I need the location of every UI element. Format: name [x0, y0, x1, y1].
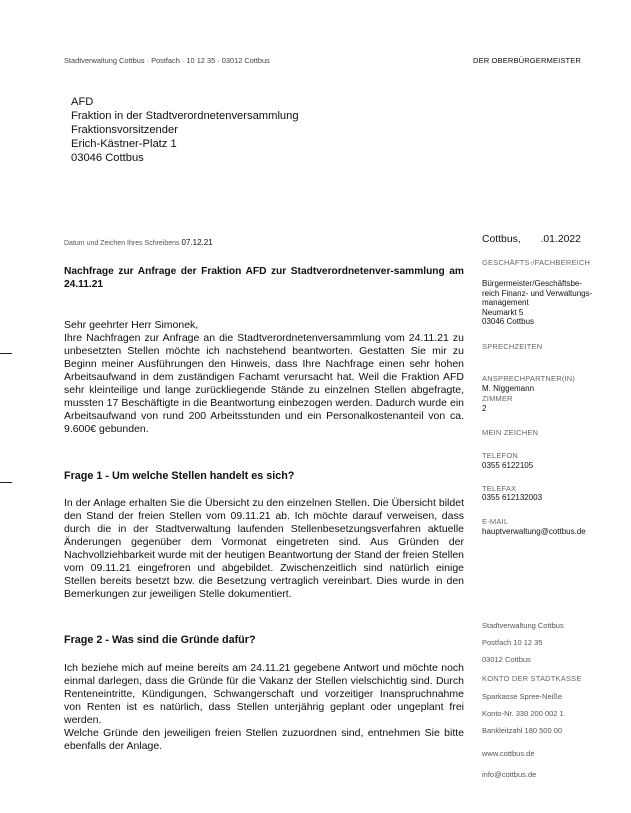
- contact-label: ANSPRECHPARTNER(IN): [482, 374, 576, 383]
- question-2-paragraph: Welche Gründe den jeweiligen freien Stellen zuzuordnen sind, entnehmen Sie bitte ebenfalls der Anlage.: [64, 727, 464, 752]
- email-label: E-MAIL: [482, 517, 509, 526]
- recipient-line: AFD: [71, 96, 94, 108]
- reference-value: 07.12.21: [181, 238, 213, 247]
- letter-intro: [64, 319, 464, 436]
- fax-value: 0355 612132003: [482, 493, 543, 502]
- department-label: GESCHÄFTS-/FACHBEREICH: [482, 258, 591, 267]
- question-2-paragraph: Ich beziehe mich auf meine bereits am 24.11.21 gegebene Antwort und möchte noch einmal darlegen, dass die Gründe für die Vakanz der Stellen vielschichtig sind. Durch Renteneintritte, Kündigungen, Schwangerschaft und vorzeitiger Inanspruchnahme von Renten ist es natürlich, dass Stellen unterjährig geplant oder ungeplant frei werden.: [64, 662, 464, 726]
- salutation: Sehr geehrter Herr Simonek,: [64, 319, 199, 331]
- question-2-title: Frage 2 - Was sind die Gründe dafür?: [64, 634, 256, 646]
- sender-address-line: Stadtverwaltung Cottbus · Postfach · 10 12 35 · 03012 Cottbus: [64, 56, 270, 65]
- reference-label: Datum und Zeichen Ihres Schreibens: [64, 240, 180, 247]
- phone-label: TELEFON: [482, 451, 518, 460]
- question-2-answer: [64, 662, 464, 753]
- department-line: Bürgermeister/Geschäftsbe-: [482, 279, 583, 288]
- footer-address-line: Stadtverwaltung Cottbus: [482, 621, 564, 630]
- intro-paragraph: Ihre Nachfragen zur Anfrage an die Stadtverordnetenversammlung vom 24.11.21 zu unbesetzten Stellen möchte ich nachstehend beantworten. Gestatten Sie mir zu Beginn meiner Ausführungen den Hinweis, dass Ihre Nachfrage einen sehr hohen Arbeitsaufwand in dem zuständigen Fachamt verursacht hat. Weil die Fraktion AFD sehr kleinteilige und lange zurückliegende Stände zu einzelnen Stellen abgefragte, mussten 17 Beschäftigte in die Beantwortung einbezogen werden. Dadurch wurde ein Arbeitsaufwand von rund 200 Arbeitsstunden und ein Personalkostenanteil von ca. 9.600€ gebunden.: [64, 332, 464, 435]
- department-line: 03046 Cottbus: [482, 317, 535, 327]
- letter-date-value: .01.2022: [540, 234, 581, 245]
- bank-line: Bankleitzahl 180 500 00: [482, 726, 563, 735]
- website-link[interactable]: www.cottbus.de: [482, 749, 535, 758]
- recipient-line: Fraktionsvorsitzender: [71, 124, 178, 136]
- office-hours-label: SPRECHZEITEN: [482, 342, 543, 351]
- bank-line: Sparkasse Spree-Neiße: [482, 692, 563, 701]
- bank-label: KONTO DER STADTKASSE: [482, 674, 582, 683]
- room-value: 2: [482, 404, 487, 413]
- department-line: management: [482, 298, 529, 308]
- fax-label: TELEFAX: [482, 484, 517, 493]
- recipient-line: Fraktion in der Stadtverordnetenversammlung: [71, 110, 299, 122]
- contact-name: M. Niggemann: [482, 384, 535, 393]
- question-1-answer: In der Anlage erhalten Sie die Übersicht zu den einzelnen Stellen. Die Übersicht bildet den Stand der freien Stellen vom 09.11.21 ab. Ich möchte darauf verweisen, dass durch die in der Stadtverwaltung laufenden Stellenbesetzungsverfahren aktuelle Änderungen gegenüber dem Vormonat eingetreten sind. Aus Gründen der Nachvollziehbarkeit wurde mit der heutigen Beantwortung der Stand der freien Stellen vom 09.11.21 eingefroren und abgebildet. Zwischenzeitlich sind natürlich einige Stellen bereits besetzt bzw. die Besetzung vertraglich vereinbart. Dies wurde in den Bemerkungen zur jeweiligen Stelle dokumentiert.: [64, 497, 464, 600]
- recipient-line: Erich-Kästner-Platz 1: [71, 138, 177, 150]
- department-line: reich Finanz- und Verwaltungs-: [482, 288, 593, 298]
- room-label: ZIMMER: [482, 394, 513, 403]
- letter-city: Cottbus,: [482, 234, 521, 245]
- email-value: hauptverwaltung@cottbus.de: [482, 527, 586, 536]
- bank-line: Konto-Nr. 330 200 002 1: [482, 709, 564, 718]
- department-info: [482, 279, 622, 327]
- letter-date: [482, 234, 581, 245]
- office-title: DER OBERBÜRGERMEISTER: [473, 56, 582, 65]
- fold-mark: [0, 353, 12, 354]
- reference-line: [64, 238, 213, 247]
- info-email-link[interactable]: info@cottbus.de: [482, 770, 537, 779]
- phone-value: 0355 6122105: [482, 461, 534, 470]
- my-reference-label: MEIN ZEICHEN: [482, 428, 539, 437]
- recipient-line: 03046 Cottbus: [71, 152, 144, 164]
- recipient-address: [71, 95, 299, 165]
- question-1-title: Frage 1 - Um welche Stellen handelt es sich?: [64, 470, 295, 482]
- department-line: Neumarkt 5: [482, 307, 524, 317]
- fold-mark: [0, 482, 12, 483]
- footer-address-line: 03012 Cottbus: [482, 655, 531, 664]
- footer-address-line: Postfach 10 12 35: [482, 638, 543, 647]
- letter-subject: Nachfrage zur Anfrage der Fraktion AFD zur Stadtverordnetenver-sammlung am 24.11.21: [64, 266, 464, 290]
